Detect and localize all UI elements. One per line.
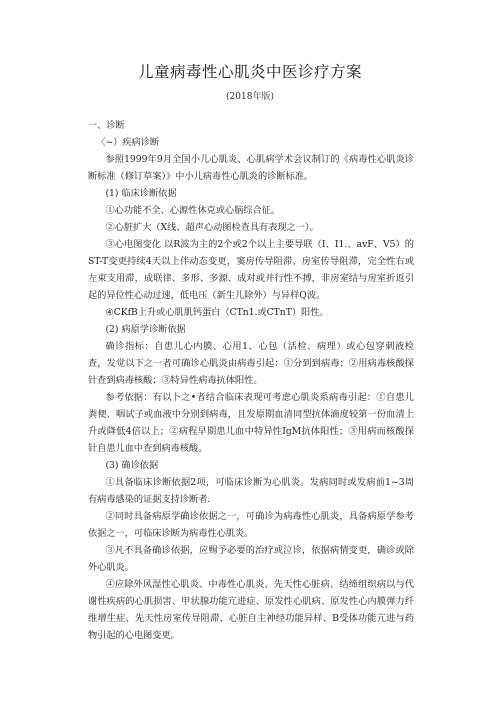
subsection-heading-disease-diagnosis: 〈~）疾病诊断 [96,137,160,148]
paragraph-reference-standard: 参照1999年9月全国小儿心肌炎、心肌病学术会议制订的《病毒性心肌炎诊断标准（修订草案）》中小儿病毒性心肌炎的诊断标准。 [88,154,414,182]
paragraph-reference-basis: 参考依据：有以卜之•者结合临床表现可考虑心肌炎系病毒引起：①自患儿粪便、咽试子或血液中分别到病毒，且发原期血清同型抗体滴度较第一份血清上升或降低4倍以上；②病程早期患儿血中特异性IgM抗体阳性；③用病而核酸探针自患儿血中查到病毒核酸。 [88,392,414,454]
clinical-criterion-3: ③心电图变化 以R波为主的2个或2个以上主要导联（I、I1.、avF、V5）的ST-T变更持续4天以上伴动态变更，窦房传导阻滞、房室传导阻滞，完全性右或左束支用滞，成联律、多形、多源、成对或并行性不搏，非房室结与房室折返引起的异位性心动过速，低电压（新生儿除外）与异样Q波。 [88,239,414,301]
heading-confirmation-criteria: (3) 确诊依据 [105,460,159,471]
confirmation-criterion-2: ②同时具备病原学确诊依据之一，可确诊为病毒性心肌炎，具备病原学参考依据之一，可临床诊断为病毒性心肌炎。 [88,511,414,539]
page-title: 儿童病毒性心肌炎中医诊疗方案 [137,63,362,81]
clinical-criterion-2: ②心脏扩大（X线、超声心动图检查具有表现之一）。 [105,222,319,233]
document-body [88,117,414,644]
clinical-criterion-1: ①心功能不全、心源性休克或心脑综合征。 [105,205,281,216]
edition-subtitle: (2018年版) [226,92,274,102]
confirmation-criterion-3: ③凡不具备确诊依据，应赐予必要的治疗或泣诊，依据病情变更，确诊或除外心肌炎。 [88,545,414,573]
clinical-criterion-4: ④CKfB上升或心肌肌钙蛋白（CTn1.或CTnT）阳性。 [105,307,329,318]
section-heading-diagnosis: 一、诊断 [88,120,125,131]
confirmation-criterion-4: ④应除外风湿性心肌炎、中毒性心肌炎、先天性心脏病、结缔组织病以与代谢性疾病的心肌损害、甲状腺功能亢进症、原发性心肌病、原发性心内膜弹力纤维增生症、先天性房室传导阻滞、心脏自主神经功能异样、B受体功能亢进与药物引起的心电图变更。 [88,579,414,641]
confirmation-criterion-1: ①具备临床诊断依据2项，可临床诊断为心肌炎。发病同时或发病前1~3周有病毒感染的证据支持诊断者. [88,477,414,505]
heading-etiology-criteria: (2) 病原学诊断依据 [105,324,186,335]
heading-clinical-criteria: (1) 临床诊断依据 [105,188,177,199]
paragraph-confirm-indicators: 确诊指标：自患儿心内膜、心用1、心包（活检、病理）或心包穿刺液检查，发觉以下之一者可确诊心肌炎由病毒引起：①分到到病毒；②用病毒核酸探针查到病毒核酸；③特异性病毒抗体阳性。 [88,341,414,386]
